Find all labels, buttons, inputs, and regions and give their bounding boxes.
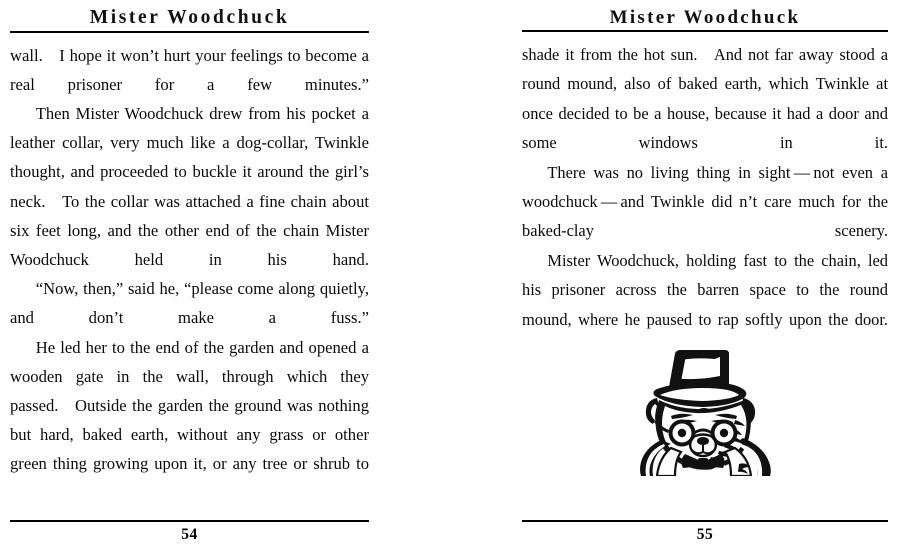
page-number: 55 <box>696 525 714 543</box>
paragraph: Mister Woodchuck, holding fast to the chain, led his prisoner across the barren space to the round mound, where he paused to rap softly upon the door. <box>522 250 888 329</box>
right-page-textblock <box>522 40 888 334</box>
paragraph: He led her to the end of the garden and opened a wooden gate in the wall, through which they passed. Outside the garden the ground was nothing but hard, baked earth, without any grass or other green thing growing upon it, or any tree or shrub to <box>10 337 369 474</box>
illustration-container <box>522 348 888 476</box>
left-page-footer <box>10 520 369 543</box>
paragraph: “Now, then,” said he, “please come along quietly, and don’t make a fuss.” <box>10 279 369 328</box>
paragraph: There was no living thing in sight — not even a woodchuck — and Twinkle did n’t care much for the baked-clay scenery. <box>522 162 888 241</box>
paragraph: wall. I hope it won’t hurt your feelings to become a real prisoner for a few minutes.” <box>10 45 369 94</box>
page-number: 54 <box>181 525 198 543</box>
left-page-textblock <box>10 41 369 479</box>
right-page <box>449 0 897 552</box>
right-page-footer <box>522 520 888 543</box>
left-page-running-head: Mister Woodchuck <box>89 7 290 28</box>
right-page-header-rule <box>522 30 888 32</box>
paragraph: Then Mister Woodchuck drew from his pocket a leather collar, very much like a dog-collar, Twinkle thought, and proceeded to buckle it around the girl’s neck. To the collar was attached a fine chain about six feet long, and the other end of the chain Mister Woodchuck held in his hand. <box>10 103 369 269</box>
left-page-header-rule <box>10 31 369 33</box>
woodchuck-in-top-hat-icon <box>619 348 791 476</box>
paragraph: shade it from the hot sun. And not far away stood a round mound, also of baked earth, which Twinkle at once decided to be a house, because it had a door and some windows in it. <box>522 45 888 153</box>
right-page-running-head: Mister Woodchuck <box>609 7 801 28</box>
